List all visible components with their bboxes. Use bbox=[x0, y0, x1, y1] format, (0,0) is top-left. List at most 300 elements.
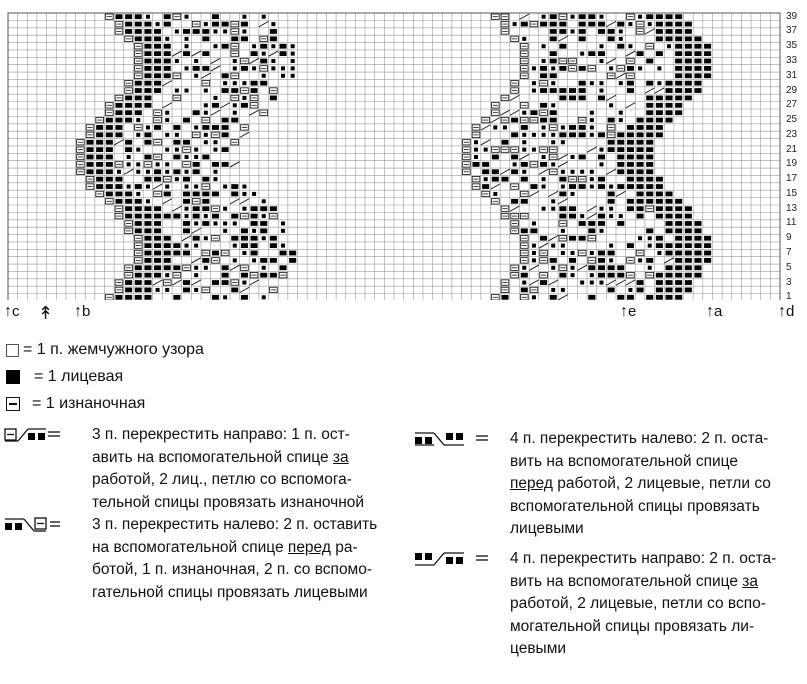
knit-stitch bbox=[675, 110, 682, 115]
cable-stitch bbox=[136, 170, 140, 174]
cable-stitch bbox=[213, 221, 217, 225]
knit-stitch bbox=[666, 29, 673, 34]
knit-stitch bbox=[96, 147, 103, 152]
knit-stitch bbox=[666, 81, 673, 86]
knit-stitch bbox=[154, 228, 161, 233]
knit-stitch bbox=[144, 265, 151, 270]
cable-stitch bbox=[281, 66, 285, 70]
knit-stitch bbox=[598, 22, 605, 27]
knit-stitch bbox=[675, 81, 682, 86]
cable-stitch bbox=[165, 170, 169, 174]
cable-stitch bbox=[561, 140, 565, 144]
knit-stitch bbox=[569, 184, 576, 189]
knit-stitch bbox=[588, 221, 595, 226]
knit-stitch bbox=[666, 36, 673, 41]
cable-stitch bbox=[146, 125, 150, 129]
knit-stitch bbox=[646, 199, 653, 204]
knit-stitch bbox=[135, 295, 142, 300]
cable-line bbox=[249, 58, 259, 63]
cable-stitch bbox=[281, 229, 285, 233]
cable-line bbox=[182, 236, 192, 241]
knit-stitch bbox=[627, 125, 634, 130]
knit-stitch bbox=[666, 103, 673, 108]
knit-stitch bbox=[666, 221, 673, 226]
knit-stitch bbox=[569, 132, 576, 137]
knit-stitch bbox=[144, 73, 151, 78]
cable-line bbox=[548, 236, 558, 241]
knit-stitch bbox=[550, 14, 557, 19]
row-number: 27 bbox=[786, 99, 798, 111]
knit-stitch bbox=[617, 169, 624, 174]
cable-stitch bbox=[638, 236, 642, 240]
cable-stitch bbox=[551, 66, 555, 70]
cable-line bbox=[172, 51, 182, 56]
knit-stitch bbox=[540, 66, 547, 71]
cable-stitch bbox=[599, 59, 603, 63]
cable-stitch bbox=[175, 148, 179, 152]
legend-cable-1 bbox=[4, 424, 404, 511]
cable-stitch bbox=[522, 266, 526, 270]
cable-stitch bbox=[551, 103, 555, 107]
cable-stitch bbox=[127, 155, 131, 159]
cable-stitch bbox=[571, 170, 575, 174]
knit-stitch bbox=[646, 184, 653, 189]
knit-stitch bbox=[530, 184, 537, 189]
knit-stitch bbox=[675, 29, 682, 34]
knit-stitch bbox=[579, 132, 586, 137]
cable-stitch bbox=[590, 251, 594, 255]
knit-stitch bbox=[550, 295, 557, 300]
knit-stitch bbox=[579, 22, 586, 27]
knit-stitch bbox=[144, 88, 151, 93]
cable-line bbox=[587, 147, 597, 152]
cable-stitch bbox=[291, 44, 295, 48]
cable-stitch bbox=[242, 192, 246, 196]
cable-stitch bbox=[551, 133, 555, 137]
cable-line bbox=[616, 280, 626, 285]
marker-d: ↑d bbox=[778, 303, 795, 320]
cable-stitch bbox=[522, 111, 526, 115]
cable-stitch bbox=[493, 125, 497, 129]
knit-stitch bbox=[173, 140, 180, 145]
knit-stitch bbox=[675, 66, 682, 71]
knit-stitch bbox=[617, 155, 624, 160]
knit-stitch bbox=[656, 199, 663, 204]
cable-stitch bbox=[165, 111, 169, 115]
knit-stitch bbox=[656, 125, 663, 130]
cable-stitch bbox=[204, 103, 208, 107]
knit-stitch bbox=[579, 14, 586, 19]
knit-stitch bbox=[617, 140, 624, 145]
knit-stitch bbox=[675, 288, 682, 293]
knit-stitch bbox=[579, 221, 586, 226]
cable-line bbox=[230, 265, 240, 270]
cable-stitch bbox=[194, 185, 198, 189]
knit-stitch bbox=[685, 59, 692, 64]
knit-stitch bbox=[125, 110, 132, 115]
cable-line bbox=[558, 36, 568, 41]
cable-stitch bbox=[522, 133, 526, 137]
knit-stitch bbox=[685, 251, 692, 256]
cable-line bbox=[500, 169, 510, 174]
cable-stitch bbox=[532, 81, 536, 85]
cable-stitch bbox=[619, 214, 623, 218]
knit-stitch bbox=[202, 221, 209, 226]
cable-stitch bbox=[599, 148, 603, 152]
knit-stitch bbox=[646, 96, 653, 101]
marker-b: ↑b bbox=[74, 303, 91, 320]
knit-stitch bbox=[154, 51, 161, 56]
knit-stitch bbox=[666, 295, 673, 300]
knit-stitch bbox=[666, 214, 673, 219]
cable-stitch bbox=[599, 15, 603, 19]
knit-stitch bbox=[598, 214, 605, 219]
knit-stitch bbox=[579, 96, 586, 101]
knit-stitch bbox=[685, 273, 692, 278]
knit-stitch bbox=[656, 96, 663, 101]
pearl-stitch-icon bbox=[6, 344, 19, 357]
cable-stitch bbox=[542, 185, 546, 189]
cable-stitch bbox=[185, 89, 189, 93]
knit-stitch bbox=[685, 206, 692, 211]
cable-stitch bbox=[657, 66, 661, 70]
knit-stitch bbox=[144, 59, 151, 64]
knit-stitch bbox=[637, 132, 644, 137]
knit-stitch bbox=[675, 103, 682, 108]
cable-line bbox=[153, 184, 163, 189]
knit-stitch bbox=[144, 22, 151, 27]
knit-stitch bbox=[608, 118, 615, 123]
cable-stitch bbox=[165, 185, 169, 189]
knit-stitch bbox=[685, 228, 692, 233]
knit-stitch bbox=[675, 206, 682, 211]
cable-stitch bbox=[204, 89, 208, 93]
knit-stitch bbox=[270, 206, 277, 211]
cable-stitch bbox=[194, 155, 198, 159]
knit-stitch bbox=[646, 177, 653, 182]
cable-line bbox=[606, 280, 616, 285]
cable-stitch bbox=[619, 37, 623, 41]
knit-stitch bbox=[251, 206, 258, 211]
cable-stitch bbox=[532, 89, 536, 93]
knit-stitch bbox=[675, 221, 682, 226]
cable-stitch bbox=[194, 273, 198, 277]
cable-stitch bbox=[175, 133, 179, 137]
knit-stitch bbox=[125, 214, 132, 219]
knit-stitch bbox=[125, 192, 132, 197]
knit-stitch bbox=[183, 192, 190, 197]
cable-stitch bbox=[127, 185, 131, 189]
cable-line bbox=[606, 21, 616, 26]
cable-line bbox=[162, 80, 172, 85]
knit-stitch bbox=[540, 280, 547, 285]
knit-stitch bbox=[617, 147, 624, 152]
row-number: 37 bbox=[786, 25, 798, 37]
cable-line bbox=[558, 154, 568, 159]
cable-stitch bbox=[551, 199, 555, 203]
knit-stitch bbox=[270, 273, 277, 278]
knit-stitch bbox=[550, 110, 557, 115]
knit-stitch bbox=[608, 36, 615, 41]
cable-line bbox=[191, 228, 201, 233]
legend-pearl: = 1 п. жемчужного узора bbox=[6, 341, 204, 359]
knit-stitch bbox=[646, 118, 653, 123]
knit-stitch bbox=[608, 192, 615, 197]
cable-stitch bbox=[590, 81, 594, 85]
knit-stitch bbox=[135, 22, 142, 27]
knit-stitch bbox=[588, 22, 595, 27]
knit-stitch bbox=[164, 22, 171, 27]
knit-stitch bbox=[87, 147, 94, 152]
cable-stitch bbox=[233, 258, 237, 262]
cable-line bbox=[510, 95, 520, 100]
cable-line bbox=[211, 58, 221, 63]
cable-stitch bbox=[262, 295, 266, 299]
row-number: 33 bbox=[786, 55, 798, 66]
cable-stitch bbox=[532, 66, 536, 70]
knit-stitch bbox=[212, 295, 219, 300]
cable-line bbox=[626, 51, 636, 56]
cable-line bbox=[211, 66, 221, 71]
cable-stitch bbox=[599, 44, 603, 48]
knit-stitch bbox=[96, 162, 103, 167]
cable-stitch bbox=[599, 89, 603, 93]
cable-stitch bbox=[571, 273, 575, 277]
knit-stitch bbox=[154, 221, 161, 226]
knit-stitch bbox=[202, 36, 209, 41]
cable-line bbox=[240, 132, 250, 137]
knit-stitch bbox=[135, 29, 142, 34]
knit-stitch bbox=[598, 251, 605, 256]
knit-stitch bbox=[144, 177, 151, 182]
cable-stitch bbox=[233, 81, 237, 85]
knit-stitch bbox=[666, 265, 673, 270]
knit-stitch bbox=[685, 81, 692, 86]
cable-stitch bbox=[223, 29, 227, 33]
cable-stitch bbox=[638, 258, 642, 262]
knit-stitch bbox=[241, 103, 248, 108]
row-number: 39 bbox=[786, 10, 798, 22]
knit-stitch bbox=[135, 36, 142, 41]
knit-stitch bbox=[588, 295, 595, 300]
marker-e: ↑e bbox=[620, 303, 637, 320]
knit-stitch bbox=[164, 265, 171, 270]
cable-stitch bbox=[648, 22, 652, 26]
cable-stitch bbox=[291, 74, 295, 78]
knit-stitch bbox=[106, 147, 113, 152]
knit-stitch bbox=[646, 258, 653, 263]
knit-stitch bbox=[96, 155, 103, 160]
knit-stitch bbox=[540, 22, 547, 27]
row-number: 3 bbox=[786, 276, 792, 288]
cable-stitch bbox=[609, 207, 613, 211]
knit-stitch bbox=[579, 36, 586, 41]
cable-stitch bbox=[474, 140, 478, 144]
knit-stitch bbox=[511, 132, 518, 137]
cable-stitch bbox=[252, 44, 256, 48]
knit-stitch bbox=[173, 243, 180, 248]
cable-stitch bbox=[146, 170, 150, 174]
knit-stitch bbox=[222, 44, 229, 49]
knit-stitch bbox=[666, 273, 673, 278]
knit-stitch bbox=[501, 140, 508, 145]
knit-stitch bbox=[135, 199, 142, 204]
knit-stitch bbox=[144, 81, 151, 86]
knit-stitch bbox=[704, 66, 711, 71]
knit-stitch bbox=[473, 162, 480, 167]
knit-stitch bbox=[569, 236, 576, 241]
knit-stitch bbox=[144, 96, 151, 101]
knit-stitch bbox=[656, 295, 663, 300]
cable-line bbox=[162, 199, 172, 204]
knit-stitch bbox=[183, 221, 190, 226]
cable-stitch bbox=[233, 111, 237, 115]
cable-stitch bbox=[551, 266, 555, 270]
knit-stitch bbox=[588, 228, 595, 233]
cable-stitch bbox=[262, 199, 266, 203]
knit-stitch bbox=[685, 258, 692, 263]
knit-stitch bbox=[492, 177, 499, 182]
row-number: 25 bbox=[786, 114, 798, 126]
knit-stitch bbox=[202, 192, 209, 197]
knit-stitch bbox=[704, 258, 711, 263]
cable-stitch bbox=[474, 148, 478, 152]
cable-stitch bbox=[223, 295, 227, 299]
knit-stitch bbox=[154, 36, 161, 41]
knit-stitch bbox=[656, 184, 663, 189]
cable-stitch bbox=[619, 29, 623, 33]
cable-stitch bbox=[242, 15, 246, 19]
chart-grid bbox=[0, 0, 807, 303]
knit-stitch bbox=[115, 199, 122, 204]
knit-stitch bbox=[685, 66, 692, 71]
cable-line bbox=[249, 280, 259, 285]
cable-stitch bbox=[242, 251, 246, 255]
knit-stitch bbox=[270, 96, 277, 101]
knit-stitch bbox=[685, 236, 692, 241]
cable-stitch bbox=[609, 185, 613, 189]
knit-stitch bbox=[637, 206, 644, 211]
knit-stitch bbox=[675, 59, 682, 64]
knit-stitch bbox=[550, 258, 557, 263]
knit-stitch bbox=[579, 66, 586, 71]
knit-stitch bbox=[598, 155, 605, 160]
cable-line bbox=[539, 169, 549, 174]
cable-stitch bbox=[271, 44, 275, 48]
cable-stitch bbox=[194, 266, 198, 270]
knit-stitch bbox=[96, 140, 103, 145]
cable-stitch bbox=[194, 59, 198, 63]
knit-stitch bbox=[646, 169, 653, 174]
knit-stitch bbox=[222, 147, 229, 152]
cable-stitch bbox=[223, 229, 227, 233]
knit-stitch bbox=[511, 155, 518, 160]
cable-right-3-icon bbox=[4, 427, 62, 443]
row-number: 11 bbox=[786, 217, 797, 229]
cable-stitch bbox=[513, 162, 517, 166]
cable-line bbox=[529, 280, 539, 285]
knit-stitch bbox=[241, 236, 248, 241]
knit-stitch bbox=[231, 236, 238, 241]
knit-stitch bbox=[260, 228, 267, 233]
cable-stitch bbox=[648, 266, 652, 270]
knit-stitch bbox=[260, 59, 267, 64]
cable-stitch bbox=[551, 288, 555, 292]
cable-stitch bbox=[532, 221, 536, 225]
knit-stitch bbox=[115, 132, 122, 137]
cable-line bbox=[191, 258, 201, 263]
knit-stitch bbox=[125, 22, 132, 27]
knit-stitch bbox=[646, 140, 653, 145]
knit-stitch bbox=[637, 184, 644, 189]
knit-stitch bbox=[241, 36, 248, 41]
knit-stitch bbox=[550, 73, 557, 78]
knit-stitch bbox=[212, 280, 219, 285]
cable-stitch bbox=[185, 244, 189, 248]
knit-stitch bbox=[202, 66, 209, 71]
knit-stitch bbox=[627, 162, 634, 167]
cable-stitch bbox=[628, 44, 632, 48]
cable-line bbox=[664, 258, 674, 263]
knit-stitch bbox=[222, 118, 229, 123]
knit-stitch bbox=[617, 22, 624, 27]
cable-stitch bbox=[165, 148, 169, 152]
cable-stitch bbox=[233, 103, 237, 107]
knit-stitch bbox=[637, 118, 644, 123]
cable-line bbox=[519, 154, 529, 159]
cable-stitch bbox=[542, 15, 546, 19]
knit-stitch bbox=[144, 258, 151, 263]
knit-stitch bbox=[260, 206, 267, 211]
knit-stitch bbox=[646, 147, 653, 152]
cable-stitch bbox=[281, 221, 285, 225]
knit-stitch bbox=[637, 177, 644, 182]
knit-stitch bbox=[144, 51, 151, 56]
knit-stitch bbox=[579, 88, 586, 93]
knit-stitch bbox=[598, 258, 605, 263]
knit-stitch bbox=[135, 288, 142, 293]
knit-stitch bbox=[608, 29, 615, 34]
knit-stitch bbox=[270, 36, 277, 41]
knit-stitch bbox=[144, 132, 151, 137]
knit-stitch bbox=[521, 177, 528, 182]
knit-stitch bbox=[135, 273, 142, 278]
knit-stitch bbox=[598, 265, 605, 270]
knit-stitch bbox=[521, 199, 528, 204]
cable-stitch bbox=[532, 133, 536, 137]
knit-stitch bbox=[637, 125, 644, 130]
knit-stitch bbox=[569, 214, 576, 219]
knit-stitch bbox=[666, 280, 673, 285]
cable-line bbox=[606, 95, 616, 100]
knit-stitch bbox=[666, 110, 673, 115]
row-number: 31 bbox=[786, 69, 798, 81]
knit-stitch bbox=[173, 155, 180, 160]
knit-stitch bbox=[675, 22, 682, 27]
cable-line bbox=[558, 162, 568, 167]
cable-stitch bbox=[262, 15, 266, 19]
knit-stitch bbox=[656, 51, 663, 56]
knit-stitch bbox=[260, 81, 267, 86]
knit-stitch bbox=[193, 214, 200, 219]
knit-stitch bbox=[675, 228, 682, 233]
cable-stitch bbox=[619, 81, 623, 85]
knit-stitch bbox=[164, 66, 171, 71]
knit-stitch bbox=[521, 125, 528, 130]
knit-stitch bbox=[144, 273, 151, 278]
knit-stitch bbox=[675, 258, 682, 263]
knit-stitch bbox=[193, 192, 200, 197]
